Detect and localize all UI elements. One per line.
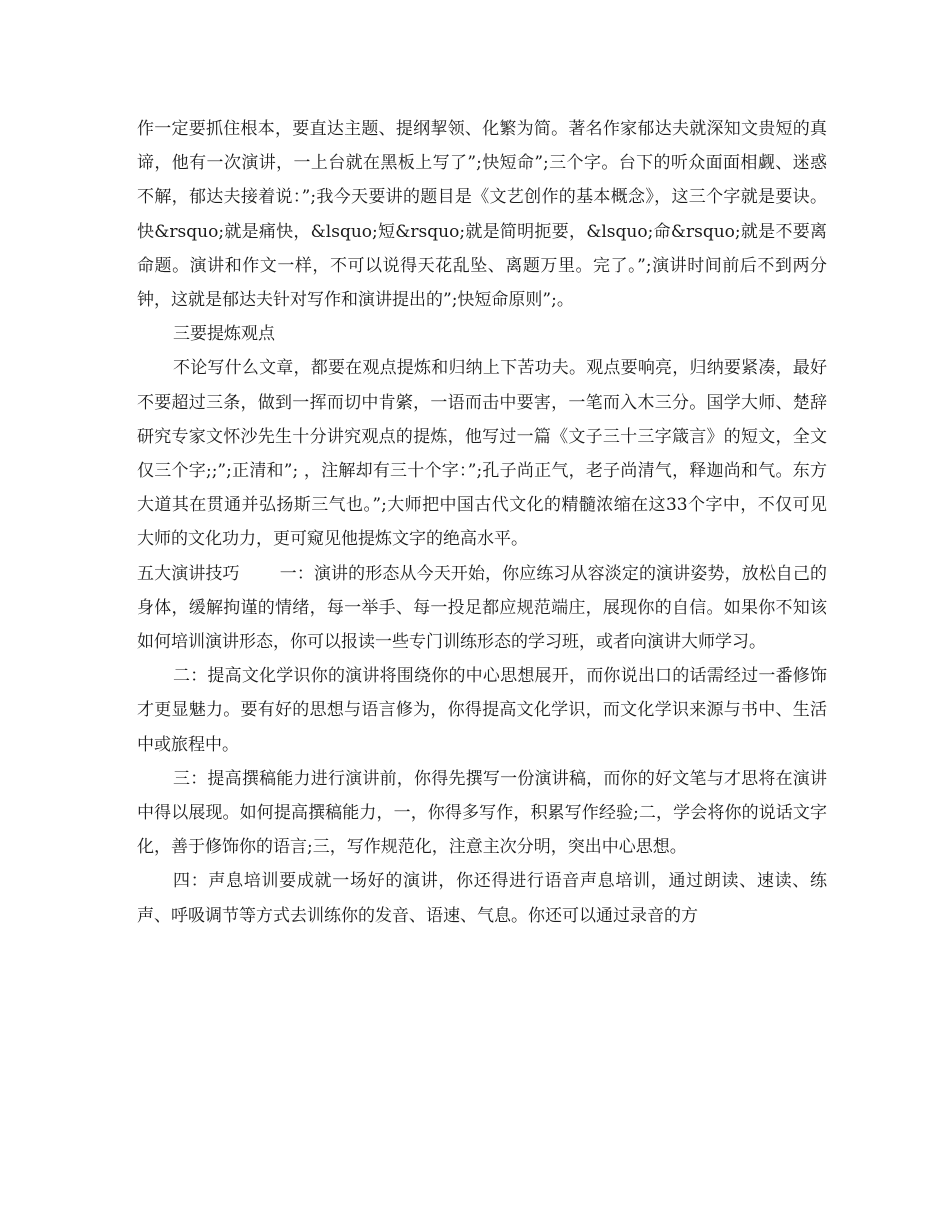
- section-heading-five-speech-skills: 五大演讲技巧: [137, 563, 240, 584]
- paragraph-writing-ability: 三：提高撰稿能力进行演讲前，你得先撰写一份演讲稿，而你的好文笔与才思将在演讲中得以展现。如何提高撰稿能力，一，你得多写作，积累写作经验;二，学会将你的说话文字化，善于修饰你的语言;三，写作规范化，注意主次分明，突出中心思想。: [137, 768, 827, 858]
- paragraph-speech-form: [137, 557, 827, 660]
- section-heading-refine-viewpoint: 三要提炼观点: [173, 324, 275, 345]
- paragraph-speech-form-text: 一：演讲的形态从今天开始，你应练习从容淡定的演讲姿势，放松自己的身体，缓解拘谨的情绪，每一举手、每一投足都应规范端庄，展现你的自信。如果你不知该如何培训演讲形态，你可以报读一些专门训练形态的学习班，或者向演讲大师学习。: [137, 563, 828, 653]
- paragraph-yudafu-story: 作一定要抓住根本，要直达主题、提纲挈领、化繁为简。著名作家郁达夫就深知文贵短的真谛，他有一次演讲，一上台就在黑板上写了”;快短命”;三个字。台下的听众面面相觑、迷惑不解，郁达夫接着说：”;我今天要讲的题目是《文艺创作的基本概念》，这三个字就是要诀。快&rsquo;就是痛快，&lsquo;短&rsquo;就是简明扼要，&lsquo;命&rsquo;就是不要离命题。演讲和作文一样，不可以说得天花乱坠、离题万里。完了。”;演讲时间前后不到两分钟，这就是郁达夫针对写作和演讲提出的”;快短命原则”;。: [137, 119, 827, 311]
- paragraph-voice-training: 四：声息培训要成就一场好的演讲，你还得进行语音声息培训，通过朗读、速读、练声、呼吸调节等方式去训练你的发音、语速、气息。你还可以通过录音的方: [137, 871, 827, 926]
- paragraph-cultural-knowledge: 二：提高文化学识你的演讲将围绕你的中心思想展开，而你说出口的话需经过一番修饰才更显魅力。要有好的思想与语言修为，你得提高文化学识，而文化学识来源与书中、生活中或旅程中。: [137, 666, 827, 755]
- document-body: [137, 112, 827, 933]
- paragraph-refine-viewpoint: 不论写什么文章，都要在观点提炼和归纳上下苦功夫。观点要响亮，归纳要紧凑，最好不要超过三条，做到一挥而切中肯綮，一语而击中要害，一笔而入木三分。国学大师、楚辞研究专家文怀沙先生十分讲究观点的提炼，他写过一篇《文子三十三字箴言》的短文，全文仅三个字;;”;正清和”; ，注解却有三十个字：”;孔子尚正气，老子尚清气，释迦尚和气。东方大道其在贯通并弘扬斯三气也。”;大师把中国古代文化的精髓浓缩在这33个字中，不仅可见大师的文化功力，更可窥见他提炼文字的绝高水平。: [137, 358, 827, 550]
